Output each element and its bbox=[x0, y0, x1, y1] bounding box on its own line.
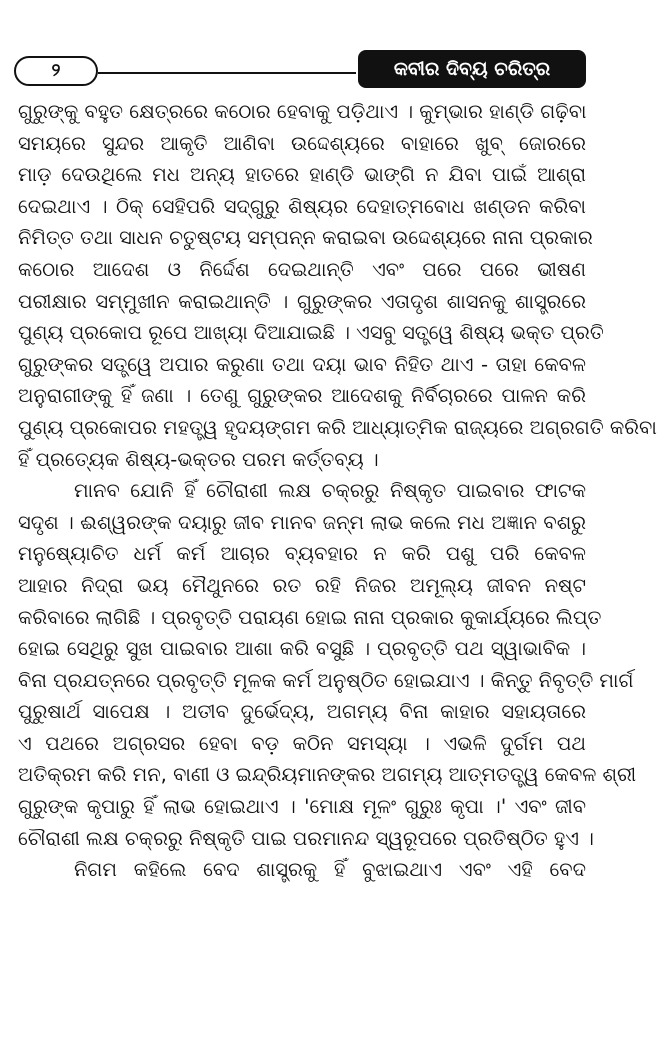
text-line: ପରୀକ୍ଷାର ସମ୍ମୁଖୀନ କରାଇଥାନ୍ତି । ଗୁରୁଙ୍କର ଏତାଦୃଶ ଶାସନକୁ ଶାସ୍ତ୍ରରେ bbox=[18, 289, 586, 313]
text-line: ଅତିକ୍ରମ କରି ମନ, ବାଣୀ ଓ ଇନ୍ଦ୍ରିୟମାନଙ୍କର ଅଗମ୍ୟ ଆତ୍ମତତ୍ତ୍ୱ କେବଳ ଶ୍ରୀ bbox=[18, 763, 637, 787]
paragraph-2 bbox=[18, 475, 637, 854]
page-number: ୨ bbox=[14, 56, 98, 86]
text-line: ହୋଇ ସେଥିରୁ ସୁଖ ପାଇବାର ଆଶା କରି ବସୁଛି । ପ୍ରବୃତ୍ତି ପଥ ସ୍ୱାଭାବିକ । bbox=[18, 637, 586, 661]
paragraph-1 bbox=[18, 96, 657, 475]
text-line: ବିନା ପ୍ରଯତ୍ନରେ ପ୍ରବୃତ୍ତି ମୂଳକ କର୍ମ ଅନୁଷ୍ଠିତ ହୋଇଯାଏ । କିନ୍ତୁ ନିବୃତ୍ତି ମାର୍ଗ bbox=[18, 668, 634, 692]
text-line: ହିଁ ପ୍ରତ୍ୟେକ ଶିଷ୍ୟ-ଭକ୍ତର ପରମ କର୍ତ୍ତବ୍ୟ । bbox=[18, 447, 379, 471]
text-line: ପୁଣ୍ୟ ପ୍ରକୋପର ମହତ୍ତ୍ୱ ହୃଦୟଙ୍ଗମ କରି ଆଧ୍ୟାତ୍ମିକ ରାଜ୍ୟରେ ଅଗ୍ରଗତି କରିବା bbox=[18, 415, 657, 439]
text-line: ପୁଣ୍ୟ ପ୍ରକୋପ ରୂପେ ଆଖ୍ୟା ଦିଆଯାଇଛି । ଏସବୁ ସତ୍ତ୍ୱେ ଶିଷ୍ୟ ଭକ୍ତ ପ୍ରତି bbox=[18, 321, 604, 345]
text-line: ନିମିତ୍ତ ତଥା ସାଧନ ଚତୁଷ୍ଟୟ ସମ୍ପନ୍ନ କରାଇବା ଉଦ୍ଦେଶ୍ୟରେ ନାନା ପ୍ରକାର bbox=[18, 226, 593, 250]
paragraph-3 bbox=[18, 854, 586, 886]
header-rule bbox=[98, 72, 356, 74]
text-line: ପୁରୁଷାର୍ଥ ସାପେକ୍ଷ । ଅତୀବ ଦୁର୍ଭେଦ୍ୟ, ଅଗମ୍ୟ ବିନା କାହାର ସହାୟତାରେ bbox=[18, 700, 586, 724]
text-line: ଆହାର ନିଦ୍ରା ଭୟ ମୈଥୁନରେ ରତ ରହି ନିଜର ଅମୂଲ୍ୟ ଜୀବନ ନଷ୍ଟ bbox=[18, 573, 586, 597]
text-line: ଅନୁରାଗୀଙ୍କୁ ହିଁ ଜଣା । ତେଣୁ ଗୁରୁଙ୍କର ଆଦେଶକୁ ନିର୍ବିଚାରରେ ପାଳନ କରି bbox=[18, 384, 586, 408]
text-line: କରିବାରେ ଲାଗିଛି । ପ୍ରବୃତ୍ତି ପରାୟଣ ହୋଇ ନାନା ପ୍ରକାର କୁକାର୍ଯ୍ୟରେ ଲିପ୍ତ bbox=[18, 605, 602, 629]
text-line: ଗୁରୁଙ୍କ କୃପାରୁ ହିଁ ଲାଭ ହୋଇଥାଏ । 'ମୋକ୍ଷ ମୂଳଂ ଗୁରୁଃ କୃପା ।' ଏବଂ ଜୀବ bbox=[18, 795, 586, 819]
text-line: ମାନବ ଯୋନି ହିଁ ଚୌରାଶୀ ଲକ୍ଷ ଚକ୍ରରୁ ନିଷ୍କୃତ ପାଇବାର ଫାଟକ bbox=[74, 479, 586, 503]
page-header bbox=[14, 50, 586, 94]
body-text bbox=[18, 96, 657, 886]
text-line: ଗୁରୁଙ୍କର ସତ୍ତ୍ୱେ ଅପାର କରୁଣା ତଥା ଦୟା ଭାବ ନିହିତ ଥାଏ - ତାହା କେବଳ bbox=[18, 352, 586, 376]
book-title: କବୀର ଦିବ୍ୟ ଚରିତ୍ର bbox=[358, 50, 586, 88]
text-line: ମାଡ଼ ଦେଉଥିଲେ ମଧ ଅନ୍ୟ ହାତରେ ହାଣ୍ଡି ଭାଙ୍ଗି ନ ଯିବା ପାଇଁ ଆଶ୍ରା bbox=[18, 163, 586, 187]
text-line: କଠୋର ଆଦେଶ ଓ ନିର୍ଦ୍ଦେଶ ଦେଇଥାନ୍ତି ଏବଂ ପରେ ପରେ ଭୀଷଣ bbox=[18, 257, 586, 281]
text-line: ସଦୃଶ । ଈଶ୍ୱରଙ୍କ ଦୟାରୁ ଜୀବ ମାନବ ଜନ୍ମ ଲାଭ କଲେ ମଧ ଅଜ୍ଞାନ ବଶରୁ bbox=[18, 510, 586, 534]
text-line: ଏ ପଥରେ ଅଗ୍ରସର ହେବା ବଡ଼ କଠିନ ସମସ୍ୟା । ଏଭଳି ଦୁର୍ଗମ ପଥ bbox=[18, 731, 586, 755]
text-line: ଗୁରୁଙ୍କୁ ବହୁତ କ୍ଷେତ୍ରରେ କଠୋର ହେବାକୁ ପଡ଼ିଥାଏ । କୁମ୍ଭାର ହାଣ୍ଡି ଗଢ଼ିବା bbox=[18, 100, 587, 123]
text-line: ଦେଇଥାଏ । ଠିକ୍ ସେହିପରି ସଦ୍‌ଗୁରୁ ଶିଷ୍ୟର ଦେହାତ୍ମବୋଧ ଖଣ୍ଡନ କରିବା bbox=[18, 194, 586, 218]
text-line: ଚୌରାଶୀ ଲକ୍ଷ ଚକ୍ରରୁ ନିଷ୍କୃତି ପାଇ ପରମାନନ୍ଦ ସ୍ୱରୂପରେ ପ୍ରତିଷ୍ଠିତ ହୁଏ । bbox=[18, 826, 594, 850]
text-line: ନିଗମ କହିଲେ ବେଦ ଶାସ୍ତ୍ରକୁ ହିଁ ବୁଝାଇଥାଏ ଏବଂ ଏହି ବେଦ bbox=[74, 858, 586, 882]
text-line: ମନୁଷ୍ୟୋଚିତ ଧର୍ମ କର୍ମ ଆଚାର ବ୍ୟବହାର ନ କରି ପଶୁ ପରି କେବଳ bbox=[18, 542, 586, 566]
text-line: ସମୟରେ ସୁନ୍ଦର ଆକୃତି ଆଣିବା ଉଦ୍ଦେଶ୍ୟରେ ବାହାରେ ଖୁବ୍ ଜୋରରେ bbox=[18, 131, 586, 155]
